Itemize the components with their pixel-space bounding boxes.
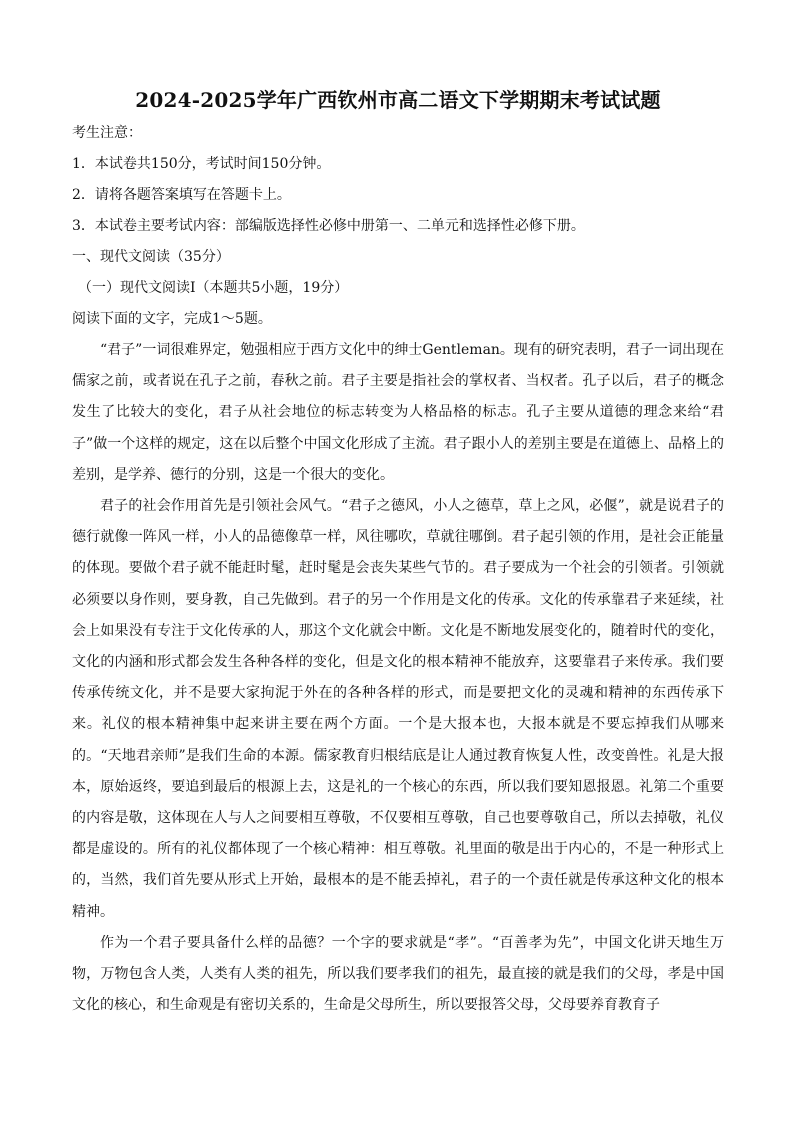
- notice-item: 1．本试卷共150分，考试时间150分钟。: [72, 156, 331, 172]
- passage-paragraph: “君子”一词很难界定，勉强相应于西方文化中的绅士Gentleman。现有的研究表明，君子一词出现在儒家之前，或者说在孔子之前，春秋之前。君子主要是指社会的掌权者、当权者。孔子以后，君子的概念发生了比较大的变化，君子从社会地位的标志转变为人格品格的标志。孔子主要从道德的理念来给“君子”做一个这样的规定，这在以后整个中国文化形成了主流。君子跟小人的差别主要是在道德上、品格上的差别，是学养、德行的分别，这是一个很大的变化。: [72, 342, 724, 483]
- page-title: 2024-2025学年广西钦州市高二语文下学期期末考试试题: [135, 88, 661, 112]
- notice-heading: 考生注意：: [72, 125, 142, 141]
- subsection-heading: （一）现代文阅读Ⅰ（本题共5小题，19分）: [78, 280, 349, 296]
- section-heading: 一、现代文阅读（35分）: [72, 249, 230, 265]
- reading-instruction: 阅读下面的文字，完成1～5题。: [72, 311, 272, 327]
- notice-item: 3．本试卷主要考试内容：部编版选择性必修中册第一、二单元和选择性必修下册。: [72, 218, 585, 234]
- notice-item: 2．请将各题答案填写在答题卡上。: [72, 187, 291, 203]
- passage-paragraph: 君子的社会作用首先是引领社会风气。“君子之德风，小人之德草，草上之风，必偃”，就是说君子的德行就像一阵风一样，小人的品德像草一样，风往哪吹，草就往哪倒。君子起引领的作用，是社会正能量的体现。要做个君子就不能赶时髦，赶时髦是会丧失某些气节的。君子要成为一个社会的引领者。引领就必须要以身作则，要身教，自己先做到。君子的另一个作用是文化的传承。文化的传承靠君子来延续，社会上如果没有专注于文化传承的人，那这个文化就会中断。文化是不断地发展变化的，随着时代的变化，文化的内涵和形式都会发生各种各样的变化，但是文化的根本精神不能放弃，这要靠君子来传承。我们要传承传统文化，并不是要大家拘泥于外在的各种各样的形式，而是要把文化的灵魂和精神的东西传承下来。礼仪的根本精神集中起来讲主要在两个方面。一个是大报本也，大报本就是不要忘掉我们从哪来的。“天地君亲师”是我们生命的本源。儒家教育归根结底是让人通过教育恢复人性，改变兽性。礼是大报本，原始返终，要追到最后的根源上去，这是礼的一个核心的东西，所以我们要知恩报恩。礼第二个重要的内容是敬，这体现在人与人之间要相互尊敬，不仅要相互尊敬，自己也要尊敬自己，所以去掉敬，礼仪都是虚设的。所有的礼仪都体现了一个核心精神：相互尊敬。礼里面的敬是出于内心的，不是一种形式上的，当然，我们首先要从形式上开始，最根本的是不能丢掉礼，君子的一个责任就是传承这种文化的根本精神。: [72, 498, 724, 920]
- passage-paragraph: 作为一个君子要具备什么样的品德？一个字的要求就是“孝”。“百善孝为先”，中国文化讲天地生万物，万物包含人类，人类有人类的祖先，所以我们要孝我们的祖先，最直接的就是我们的父母，孝是中国文化的核心，和生命观是有密切关系的，生命是父母所生，所以要报答父母，父母要养育教育子: [72, 934, 724, 1014]
